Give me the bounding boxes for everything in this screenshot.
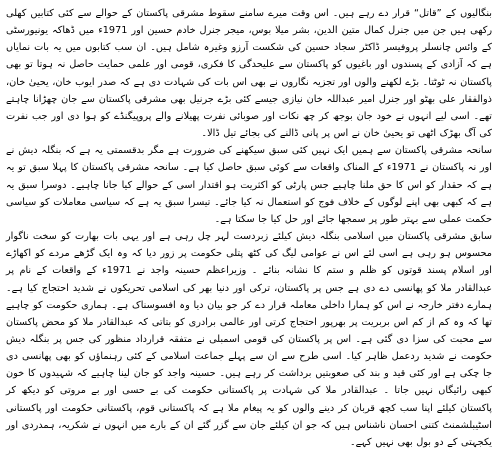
article-paragraph-1: بنگالیوں کے ”قاتل“ قرار دے رہے ہیں۔ اس وقت میرے سامنے سقوط مشرقی پاکستان کے حوالے سے کئی کتابیں کھلی رکھی ہیں جن میں جنرل کمال متین الدین، بشر میلا بوس، میجر جنرل خادم حسین اور 1971ء میں ڈھاکہ یونیورسٹی کے وائس چانسلر پروفیسر ڈاکٹر سجاد حسین کی شکست آرزو وغیرہ شامل ہیں۔ ان سب کتابوں میں یہ بات نمایاں ہے کہ آزادی کے پسندوں اور باغیوں کو پاکستان سے علیحدگی کا فکری، قومی اور علمی حمایت حاصل نہ ہوتا تو بھی پاکستان نہ ٹوٹتا۔ بڑے لکھنے والوں اور تجزیہ نگاروں نے بھی اس بات کی شہادت دی ہے کہ صدر ایوب خان، یحییٰ خان، ذوالفقار علی بھٹو اور جنرل امیر عبداللہ خان نیازی جیسے کئی بڑے جرنیل بھی مشرقی پاکستان سے جان چھڑانا چاہتے تھے۔ اسی لیے انہوں نے خود جان بوجھ کر چھ نکات اور صوبائی نفرت پھیلانے والے پروپیگنڈے کو ہوا دی اور جب نفرت کی آگ بھڑک اٹھی تو یحییٰ خان نے اس پر پانی ڈالنے کی بجائے تیل ڈالا۔ — [6, 8, 492, 140]
article-paragraph-3: سابق مشرقی پاکستان میں اسلامی بنگلہ دیش کیلئے زبردست لہر چل رہی ہے اور یہی بات بھارت کو سخت ناگوار محسوس ہو رہی ہے اسی لئے اس نے عوامی لیگ کی کٹھ پتلی حکومت پر زور دیا کہ وہ ایک گڑھے مردے کو اکھاڑے اور اسلام پسند قوتوں کو ظلم و ستم کا نشانہ بنائے ۔ وزیراعظم حسینہ واجد نے 1971ء کے واقعات کے نام پر عبدالقادر ملا کو پھانسی دے دی ہے جس پر پاکستان، ترکی اور دنیا بھر کی اسلامی تحریکوں نے شدید احتجاج کیا ہے۔ ہمارے دفتر خارجہ نے اس کو ہمارا داخلی معاملہ قرار دے کر جو بیان دیا وہ افسوسناک ہے۔ ہماری حکومت کو چاہیے تھا کہ وہ کم از کم اس بربریت پر بھرپور احتجاج کرتی اور عالمی برادری کو بتاتی کہ عبدالقادر ملا کو محض پاکستان سے محبت کی سزا دی گئی ہے۔ اس پر پاکستان کی قومی اسمبلی نے متفقہ قرارداد منظور کی جس پر بنگلہ دیش حکومت نے شدید ردعمل ظاہر کیا۔ اسی طرح سے ان سے پہلے جماعت اسلامی کے کئی رہنماؤں کو بھی پھانسی دی جا چکی ہے اور کئی قید و بند کی صعوبتیں برداشت کر رہے ہیں۔ حسینہ واجد کو جان لینا چاہیے کہ شہیدوں کا خون کبھی رائیگاں نہیں جاتا ۔ عبدالقادر ملا کی شہادت پر پاکستانی حکومت کی بے حسی اور بے مروتی کو دیکھ کر پاکستان کیلئے اپنا سب کچھ قربان کر دینے والوں کو یہ پیغام ملا ہے کہ پاکستانی قوم، پاکستانی حکومت اور پاکستانی اسٹیبلشمنٹ کتنی احسان ناشناس ہیں کہ جو ان کیلئے جان سے گزر گئے ان کے بارے میں انہوں نے شکریہ، ہمدردی اور یکجہتی کے دو بول بھی نہیں کہے۔ — [6, 231, 492, 448]
article-paragraph-2: سانحہ مشرقی پاکستان سے ہمیں ایک نہیں کئی سبق سیکھنے کی ضرورت ہے مگر بدقسمتی یہ ہے کہ بنگلہ دیش نے اور نہ پاکستان نے 1971ء کے المناک واقعات سے کوئی سبق حاصل کیا ہے۔ سانحہ مشرقی پاکستان کا پہلا سبق تو یہ ہے کہ حقدار کو اس کا حق ملنا چاہیے جس پارٹی کو اکثریت ہو اقتدار اسی کے حوالے کیا جانا چاہیے۔ دوسرا سبق یہ ہے کہ کبھی بھی اپنے لوگوں کے خلاف فوج کو استعمال نہ کیا جائے۔ تیسرا سبق یہ ہے کہ سیاسی معاملات کو سیاسی حکمت عملی سے بہتر طور پر سمجھا جائے اور حل کیا جا سکتا ہے۔ — [6, 145, 492, 225]
